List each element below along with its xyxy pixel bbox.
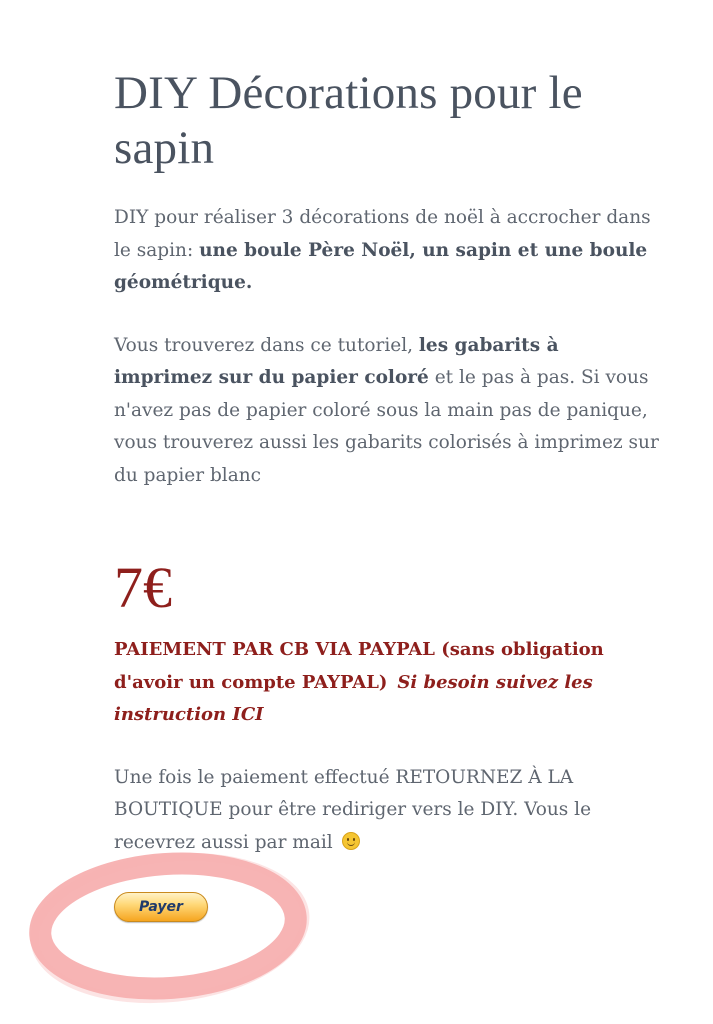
payment-info-text: PAIEMENT PAR CB VIA PAYPAL (sans obligation d'avoir un compte PAYPAL) — [114, 639, 604, 693]
smiley-icon — [342, 832, 360, 850]
intro-bold-text: une boule Père Noël, un sapin et une boule géométrique. — [114, 239, 648, 293]
highlight-circle-annotation — [20, 838, 320, 1013]
intro-text: DIY pour réaliser 3 décorations de noël à accrocher dans le sapin: — [114, 207, 651, 261]
page-title: DIY Décorations pour le sapin — [114, 67, 583, 174]
payment-info — [114, 634, 659, 732]
article — [114, 66, 659, 859]
paypal-pay-button[interactable]: Payer — [114, 892, 208, 922]
intro-paragraph — [114, 202, 659, 300]
tutorial-text-2: et le pas à pas. Si vous n'avez pas de papier coloré sous la main pas de panique, vous trouverez aussi les gabarits colorisés à imprimez sur du papier blanc — [114, 367, 659, 486]
tutorial-text-1: Vous trouverez dans ce tutoriel, — [114, 334, 419, 356]
price: 7€ — [114, 555, 172, 620]
after-payment-text — [114, 762, 659, 860]
after-payment-message: Une fois le paiement effectué RETOURNEZ À LA BOUTIQUE pour être rediriger vers le DIY. Vous le recevrez aussi par mail — [114, 766, 592, 853]
tutorial-bold-text: les gabarits à imprimez sur du papier coloré — [114, 334, 559, 388]
tutorial-paragraph — [114, 330, 659, 493]
help-instructions-link[interactable]: Si besoin suivez les instruction ICI — [114, 671, 593, 725]
